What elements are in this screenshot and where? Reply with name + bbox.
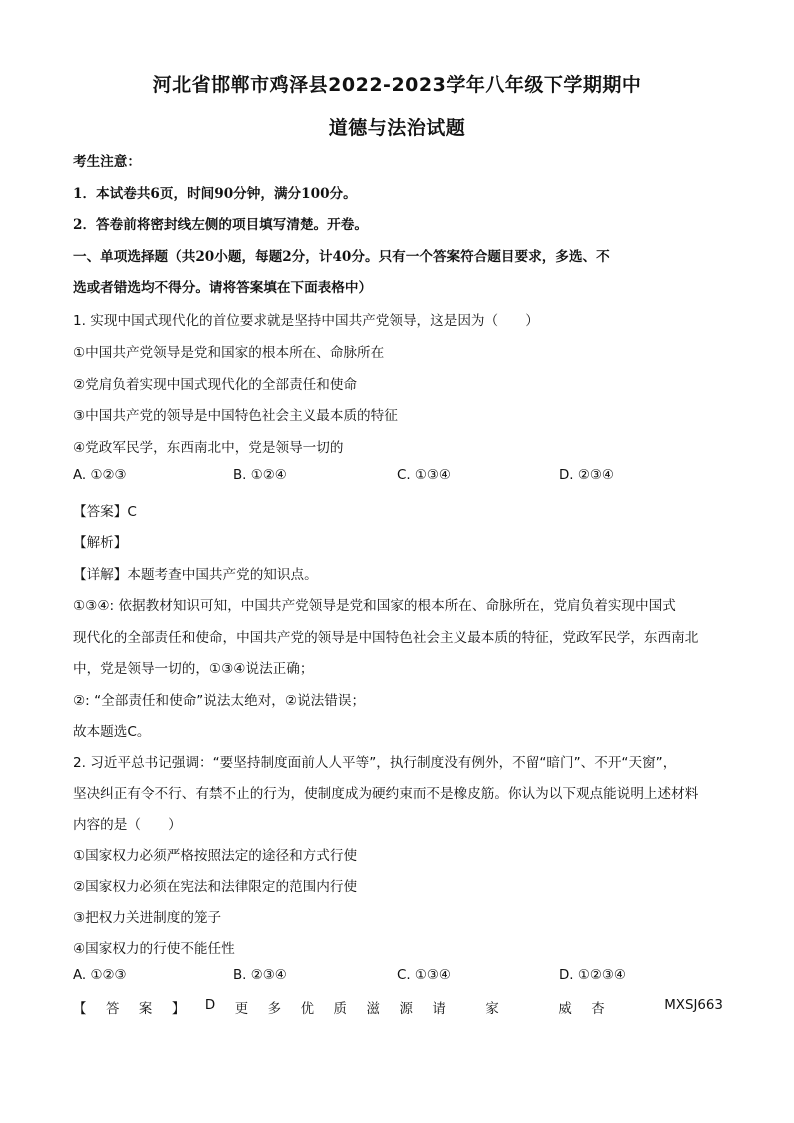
question-2-options bbox=[73, 968, 733, 988]
question-1-stem: 1. 实现中国式现代化的首位要求就是坚持中国共产党领导，这是因为（ ） bbox=[73, 313, 539, 329]
answer-token: 多 bbox=[267, 1002, 282, 1017]
answer-token: 更 bbox=[234, 1002, 249, 1017]
option-d: D. ②③④ bbox=[559, 468, 614, 483]
question-1-statement-2: ②党肩负着实现中国式现代化的全部责任和使命 bbox=[73, 377, 358, 393]
option-a: A. ①②③ bbox=[73, 468, 127, 483]
question-1-explanation-1: ①③④: 依据教材知识可知，中国共产党领导是党和国家的根本所在、命脉所在，党肩负着实现中国式 bbox=[73, 598, 676, 614]
option-b: B. ②③④ bbox=[233, 968, 287, 983]
section-heading-line1: 一、单项选择题（共20小题，每题2分，计40分。只有一个答案符合题目要求，多选、不 bbox=[73, 249, 610, 265]
answer-token: 杏 bbox=[591, 1002, 605, 1017]
answer-token: 案 bbox=[138, 1002, 153, 1017]
section-heading-line2: 选或者错选均不得分。请将答案填在下面表格中） bbox=[73, 280, 373, 296]
notice-item-2: 2．答卷前将密封线左侧的项目填写清楚。开卷。 bbox=[73, 217, 368, 233]
answer-token: 】 bbox=[171, 1002, 186, 1017]
option-c: C. ①③④ bbox=[397, 468, 451, 483]
answer-token: 请 bbox=[432, 1002, 446, 1017]
answer-token: 威 bbox=[558, 1002, 572, 1017]
option-d: D. ①②③④ bbox=[559, 968, 626, 983]
option-b: B. ①②④ bbox=[233, 468, 287, 483]
answer-token: MXSJ663 bbox=[664, 998, 723, 1013]
answer-token: D bbox=[204, 998, 216, 1013]
option-a: A. ①②③ bbox=[73, 968, 127, 983]
question-2-stem-line2: 坚决纠正有令不行、有禁不止的行为，使制度成为硬约束而不是橡皮筋。你认为以下观点能说明上述材料 bbox=[73, 786, 699, 802]
answer-token: 质 bbox=[333, 1002, 347, 1017]
question-1-statement-4: ④党政军民学，东西南北中，党是领导一切的 bbox=[73, 440, 344, 456]
answer-token: 源 bbox=[399, 1002, 413, 1017]
question-1-detail: 【详解】本题考查中国共产党的知识点。 bbox=[73, 567, 318, 583]
question-2-stem-line1: 2. 习近平总书记强调：“要坚持制度面前人人平等”，执行制度没有例外，不留“暗门”、不开“天窗”， bbox=[73, 755, 677, 771]
answer-token: 【 bbox=[73, 1002, 87, 1017]
question-1-analysis-label: 【解析】 bbox=[73, 535, 128, 551]
notice-heading: 考生注意： bbox=[73, 154, 141, 170]
question-1-explanation-3: 中，党是领导一切的，①③④说法正确； bbox=[73, 661, 314, 677]
exam-title: 河北省邯郸市鸡泽县2022-2023学年八年级下学期期中 bbox=[152, 74, 642, 96]
question-1-statement-3: ③中国共产党的领导是中国特色社会主义最本质的特征 bbox=[73, 408, 398, 424]
question-2-statement-3: ③把权力关进制度的笼子 bbox=[73, 910, 222, 926]
question-1-conclusion: 故本题选C。 bbox=[73, 724, 151, 740]
answer-token: 优 bbox=[300, 1002, 314, 1017]
question-2-statement-2: ②国家权力必须在宪法和法律限定的范围内行使 bbox=[73, 879, 358, 895]
notice-item-1: 1．本试卷共6页，时间90分钟，满分100分。 bbox=[73, 186, 357, 202]
question-2-stem-line3: 内容的是（ ） bbox=[73, 817, 182, 833]
question-1-options bbox=[73, 468, 733, 488]
answer-token: 家 bbox=[485, 1002, 499, 1017]
answer-token: 答 bbox=[105, 1002, 120, 1017]
answer-token: 滋 bbox=[366, 1002, 380, 1017]
question-2-statement-4: ④国家权力的行使不能任性 bbox=[73, 941, 235, 957]
exam-subtitle: 道德与法治试题 bbox=[328, 117, 466, 139]
question-1-answer: 【答案】C bbox=[73, 504, 137, 520]
question-1-explanation-2: 现代化的全部责任和使命，中国共产党的领导是中国特色社会主义最本质的特征，党政军民学，东西南北 bbox=[73, 630, 699, 646]
question-2-statement-1: ①国家权力必须严格按照法定的途径和方式行使 bbox=[73, 848, 358, 864]
question-1-statement-1: ①中国共产党领导是党和国家的根本所在、命脉所在 bbox=[73, 345, 385, 361]
question-1-explanation-4: ②: “全部责任和使命”说法太绝对，②说法错误； bbox=[73, 693, 366, 709]
option-c: C. ①③④ bbox=[397, 968, 451, 983]
question-2-answer-line bbox=[73, 998, 723, 1017]
